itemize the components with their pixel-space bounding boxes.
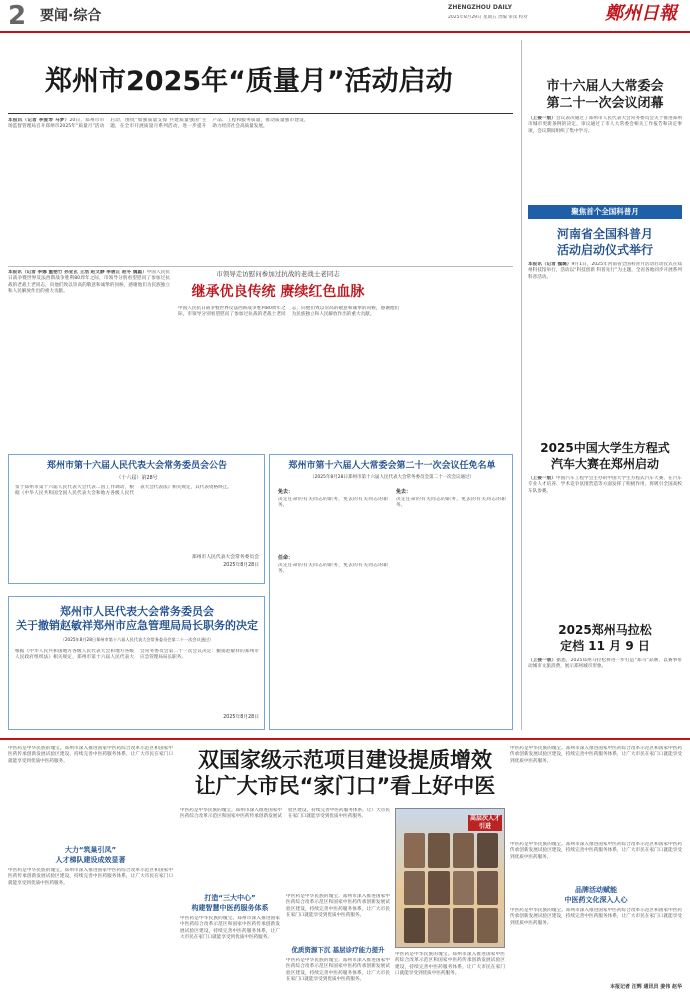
bottom-sub-3: 优质资源下沉 基层诊疗能力提升	[291, 946, 385, 954]
bottom-col-1-body: 中医药是中华民族的瑰宝。郑州市深入推进国家中医药综合改革示范区和国家中医药传承创新发展试验区建设，持续完善中医药服务体系，让广大市民在家门口就能享受到优质中医药服务。	[8, 868, 173, 886]
notice-3-title-1: 郑州市人民代表大会常务委员会	[60, 605, 214, 618]
header-rule	[0, 31, 690, 33]
notice-box-1	[8, 454, 265, 584]
photo-label: 高层次人才引进	[469, 815, 500, 830]
bottom-sub-1b: 人才梯队建设成效显著	[55, 856, 126, 864]
notice-3-body: 根据《中华人民共和国地方各级人民代表大会和地方各级人民政府组织法》相关规定，郑州市第十六届人民代表大会常务委员会第二十一次会议决定：撤销赵敏祥的郑州市应急管理局局长职务。	[15, 649, 259, 661]
bottom-sub-4b: 中医药文化深入人心	[510, 896, 682, 905]
notice-2-label-2: 任命：	[278, 555, 294, 561]
notice-2-body-1: 决定任命的有关同志的职务，免去的有关同志的职务。	[278, 497, 388, 509]
lead-headline: 郑州市2025年“质量月”活动启动	[45, 66, 453, 97]
bottom-headline-2: 让广大市民“家门口”看上好中医	[194, 774, 496, 798]
bottom-sub-2: 打造“三大中心”	[204, 894, 256, 902]
divider	[8, 266, 513, 267]
notice-2-body-3: 决定任命的有关同志的职务，免去的有关同志的职务。	[396, 497, 506, 509]
notice-2-subtitle: （2025年8月28日郑州市第十六届人民代表大会常务委员会第二十一次会议通过）	[309, 475, 475, 480]
bottom-col-2b-body: 中医药是中华民族的瑰宝。郑州市深入推进国家中医药综合改革示范区和国家中医药传承创新发展试验区建设，持续完善中医药服务体系，让广大市民在家门口就能享受到优质中医药服务。	[180, 916, 280, 940]
notice-box-3	[8, 596, 265, 730]
notice-3-title-2: 关于撤销赵敏祥郑州市应急管理局局长职务的决定	[16, 619, 258, 632]
bottom-sub-2b: 构建智慧中医药服务体系	[191, 904, 269, 912]
dateline: 2025年8月29日 星期五 责编 审读 校对	[448, 15, 528, 20]
portrait-grid	[404, 833, 498, 943]
portrait	[453, 908, 474, 943]
story2-headline: 继承优良传统 赓续红色血脉	[191, 284, 365, 300]
bottom-col-3b-body: 中医药是中华民族的瑰宝。郑州市深入推进国家中医药综合改革示范区和国家中医药传承创新发展试验区建设，持续完善中医药服务体系，让广大市民在家门口就能享受到优质中医药服务。	[286, 958, 390, 982]
portrait	[477, 871, 498, 906]
bottom-right-body-2: 中医药是中华民族的瑰宝。郑州市深入推进国家中医药综合改革示范区和国家中医药传承创新发展试验区建设，持续完善中医药服务体系，让广大市民在家门口就能享受到优质中医药服务。	[510, 908, 682, 926]
lead-body: 本报讯（记者 李爱琴 马梦）20日，郑州市市场监督管理局召开郑州市2025年“质量月”活动启动，围绕“加强质量支撑 共建质量强国”主题，在全市开展质量月系列活动，进一步提升产品、工程和服务质量，推动质量强市建设，助力经济社会高质量发展。	[8, 118, 309, 130]
right-s3-body: （上接一版）中国汽车工程学会主办的中国大学生方程式汽车大赛，在汽车专业人才培养、学术竞争氛围营造等方面发挥了积极作用，将吸引全国高校车队参赛。	[528, 476, 682, 494]
notice-1-title: 郑州市第十六届人民代表大会常务委员会公告	[46, 461, 227, 471]
right-band: 聚焦首个全国科普月	[528, 205, 682, 219]
notice-2-title: 郑州市第十六届人大常委会第二十一次会议任免名单	[288, 461, 496, 471]
right-s2-body: 本报讯（记者 魏璐）9月1日，2025年河南省全国科普月活动启动仪式在郑州科技馆举行，活动以“科技创新 科普先行”为主题，全省各地同步开展系列科普活动。	[528, 262, 682, 280]
right-s3-headline-1: 2025中国大学生方程式	[540, 441, 670, 455]
notice-3-date: 2025年8月28日	[223, 715, 259, 720]
paper-logo: 鄭州日報	[605, 3, 677, 24]
story2-kicker: 市领导走访慰问参加过抗战的老战士老同志	[216, 270, 340, 278]
notice-1-date: 2025年8月28日	[223, 563, 259, 568]
story2-left-body: 本报讯（记者 李娜 董艳竹 孙亚玄 王浩 赵文静 李唐正 赵冬 魏霞）中国人民抗日战争暨世界反法西斯战争胜利80周年之际，市领导分别看望慰问了参加过抗战的老战士老同志，向他们致以崇高的敬意和诚挚的问候，感谢他们为民族独立和人民解放作出的重大贡献。	[8, 270, 170, 294]
bottom-right-body: 中医药是中华民族的瑰宝。郑州市深入推进国家中医药综合改革示范区和国家中医药传承创新发展试验区建设，持续完善中医药服务体系，让广大市民在家门口就能享受到优质中医药服务。	[510, 842, 682, 860]
portrait	[428, 871, 449, 906]
portrait	[428, 833, 449, 868]
right-s1-body: （上接一版）会议表决通过了郑州市人民代表大会常务委员会关于推进郑州市城市更新条例的决定，审议通过了市人大常委会相关工作报告和决定事项，会议期间组织了集中学习。	[528, 116, 682, 134]
right-s2-headline-2: 活动启动仪式举行	[556, 243, 653, 257]
bottom-intro: 中医药是中华民族的瑰宝。郑州市深入推进国家中医药综合改革示范区和国家中医药传承创新发展试验区建设，持续完善中医药服务体系，让广大市民在家门口就能享受到优质中医药服务。	[8, 746, 173, 764]
notice-1-body: 鉴于郑州市第十六届人民代表大会代表…因工作调动，根据《中华人民共和国全国人民代表大会和地方各级人民代表大会代表法》相关规定，其代表资格终止。	[15, 485, 232, 497]
bottom-byline: 本报记者 汪辉 通讯员 姜伟 赵华	[610, 984, 682, 990]
section-title: 要闻·综合	[40, 8, 102, 24]
portrait	[404, 871, 425, 906]
bottom-col-2-body: 中医药是中华民族的瑰宝。郑州市深入推进国家中医药综合改革示范区和国家中医药传承创新发展试验区建设，持续完善中医药服务体系，让广大市民在家门口就能享受到优质中医药服务。	[180, 808, 390, 820]
portrait	[404, 908, 425, 943]
notice-box-2	[269, 454, 513, 730]
right-s3-headline-2: 汽车大赛在郑州启动	[550, 457, 659, 471]
notice-2-label-1: 免去：	[278, 489, 294, 495]
notice-3-subtitle: （2025年8月28日郑州市第十六届人民代表大会常务委员会第二十一次会议通过）	[60, 637, 214, 642]
talent-photo-collage	[395, 808, 505, 948]
right-s2-headline-1: 河南省全国科普月	[556, 227, 653, 241]
portrait	[477, 833, 498, 868]
portrait	[477, 908, 498, 943]
right-s4-body: （上接一版）据悉，2025郑州马拉松将进一步打造“郑马”品牌，以赛事带动城市文旅消费，展示郑州城市形象。	[528, 658, 682, 670]
right-s1-headline-2: 第二十一次会议闭幕	[546, 96, 664, 111]
right-s1-headline-1: 市十六届人大常委会	[546, 79, 664, 94]
bottom-right-intro: 中医药是中华民族的瑰宝。郑州市深入推进国家中医药综合改革示范区和国家中医药传承创新发展试验区建设，持续完善中医药服务体系，让广大市民在家门口就能享受到优质中医药服务。	[510, 746, 682, 764]
notice-2-label-3: 免去：	[396, 489, 412, 495]
portrait	[404, 833, 425, 868]
portrait	[453, 871, 474, 906]
bottom-col-3-body: 中医药是中华民族的瑰宝。郑州市深入推进国家中医药综合改革示范区和国家中医药传承创新发展试验区建设，持续完善中医药服务体系，让广大市民在家门口就能享受到优质中医药服务。	[286, 894, 390, 918]
notice-2-body-2: 决定任命的有关同志的职务，免去的有关同志的职务。	[278, 563, 388, 575]
column-rule	[521, 40, 522, 730]
lead-rule	[8, 113, 513, 114]
right-s4-headline-1: 2025郑州马拉松	[558, 623, 652, 637]
notice-1-number: （十六届）第28号	[116, 475, 158, 481]
portrait	[428, 908, 449, 943]
bottom-col-4-body: 中医药是中华民族的瑰宝。郑州市深入推进国家中医药综合改革示范区和国家中医药传承创新发展试验区建设，持续完善中医药服务体系，让广大市民在家门口就能享受到优质中医药服务。	[395, 952, 505, 976]
bottom-rule	[0, 738, 690, 740]
bottom-sub-4: 品牌活动赋能	[510, 886, 682, 895]
story2-body: 中国人民抗日战争暨世界反法西斯战争胜利80周年之际，市领导分别看望慰问了参加过抗战的老战士老同志，向他们致以崇高的敬意和诚挚的问候，感谢他们为民族独立和人民解放作出的重大贡献。	[178, 306, 400, 318]
right-s4-headline-2: 定档 11 月 9 日	[560, 639, 650, 653]
page-number: 2	[8, 1, 27, 31]
notice-1-sign: 郑州市人民代表大会常务委员会	[191, 555, 259, 560]
bottom-sub-1: 大力“筑巢引凤”	[64, 846, 117, 854]
paper-name-en: ZHENGZHOU DAILY	[448, 4, 512, 11]
bottom-headline-1: 双国家级示范项目建设提质增效	[198, 748, 492, 772]
portrait	[453, 833, 474, 868]
